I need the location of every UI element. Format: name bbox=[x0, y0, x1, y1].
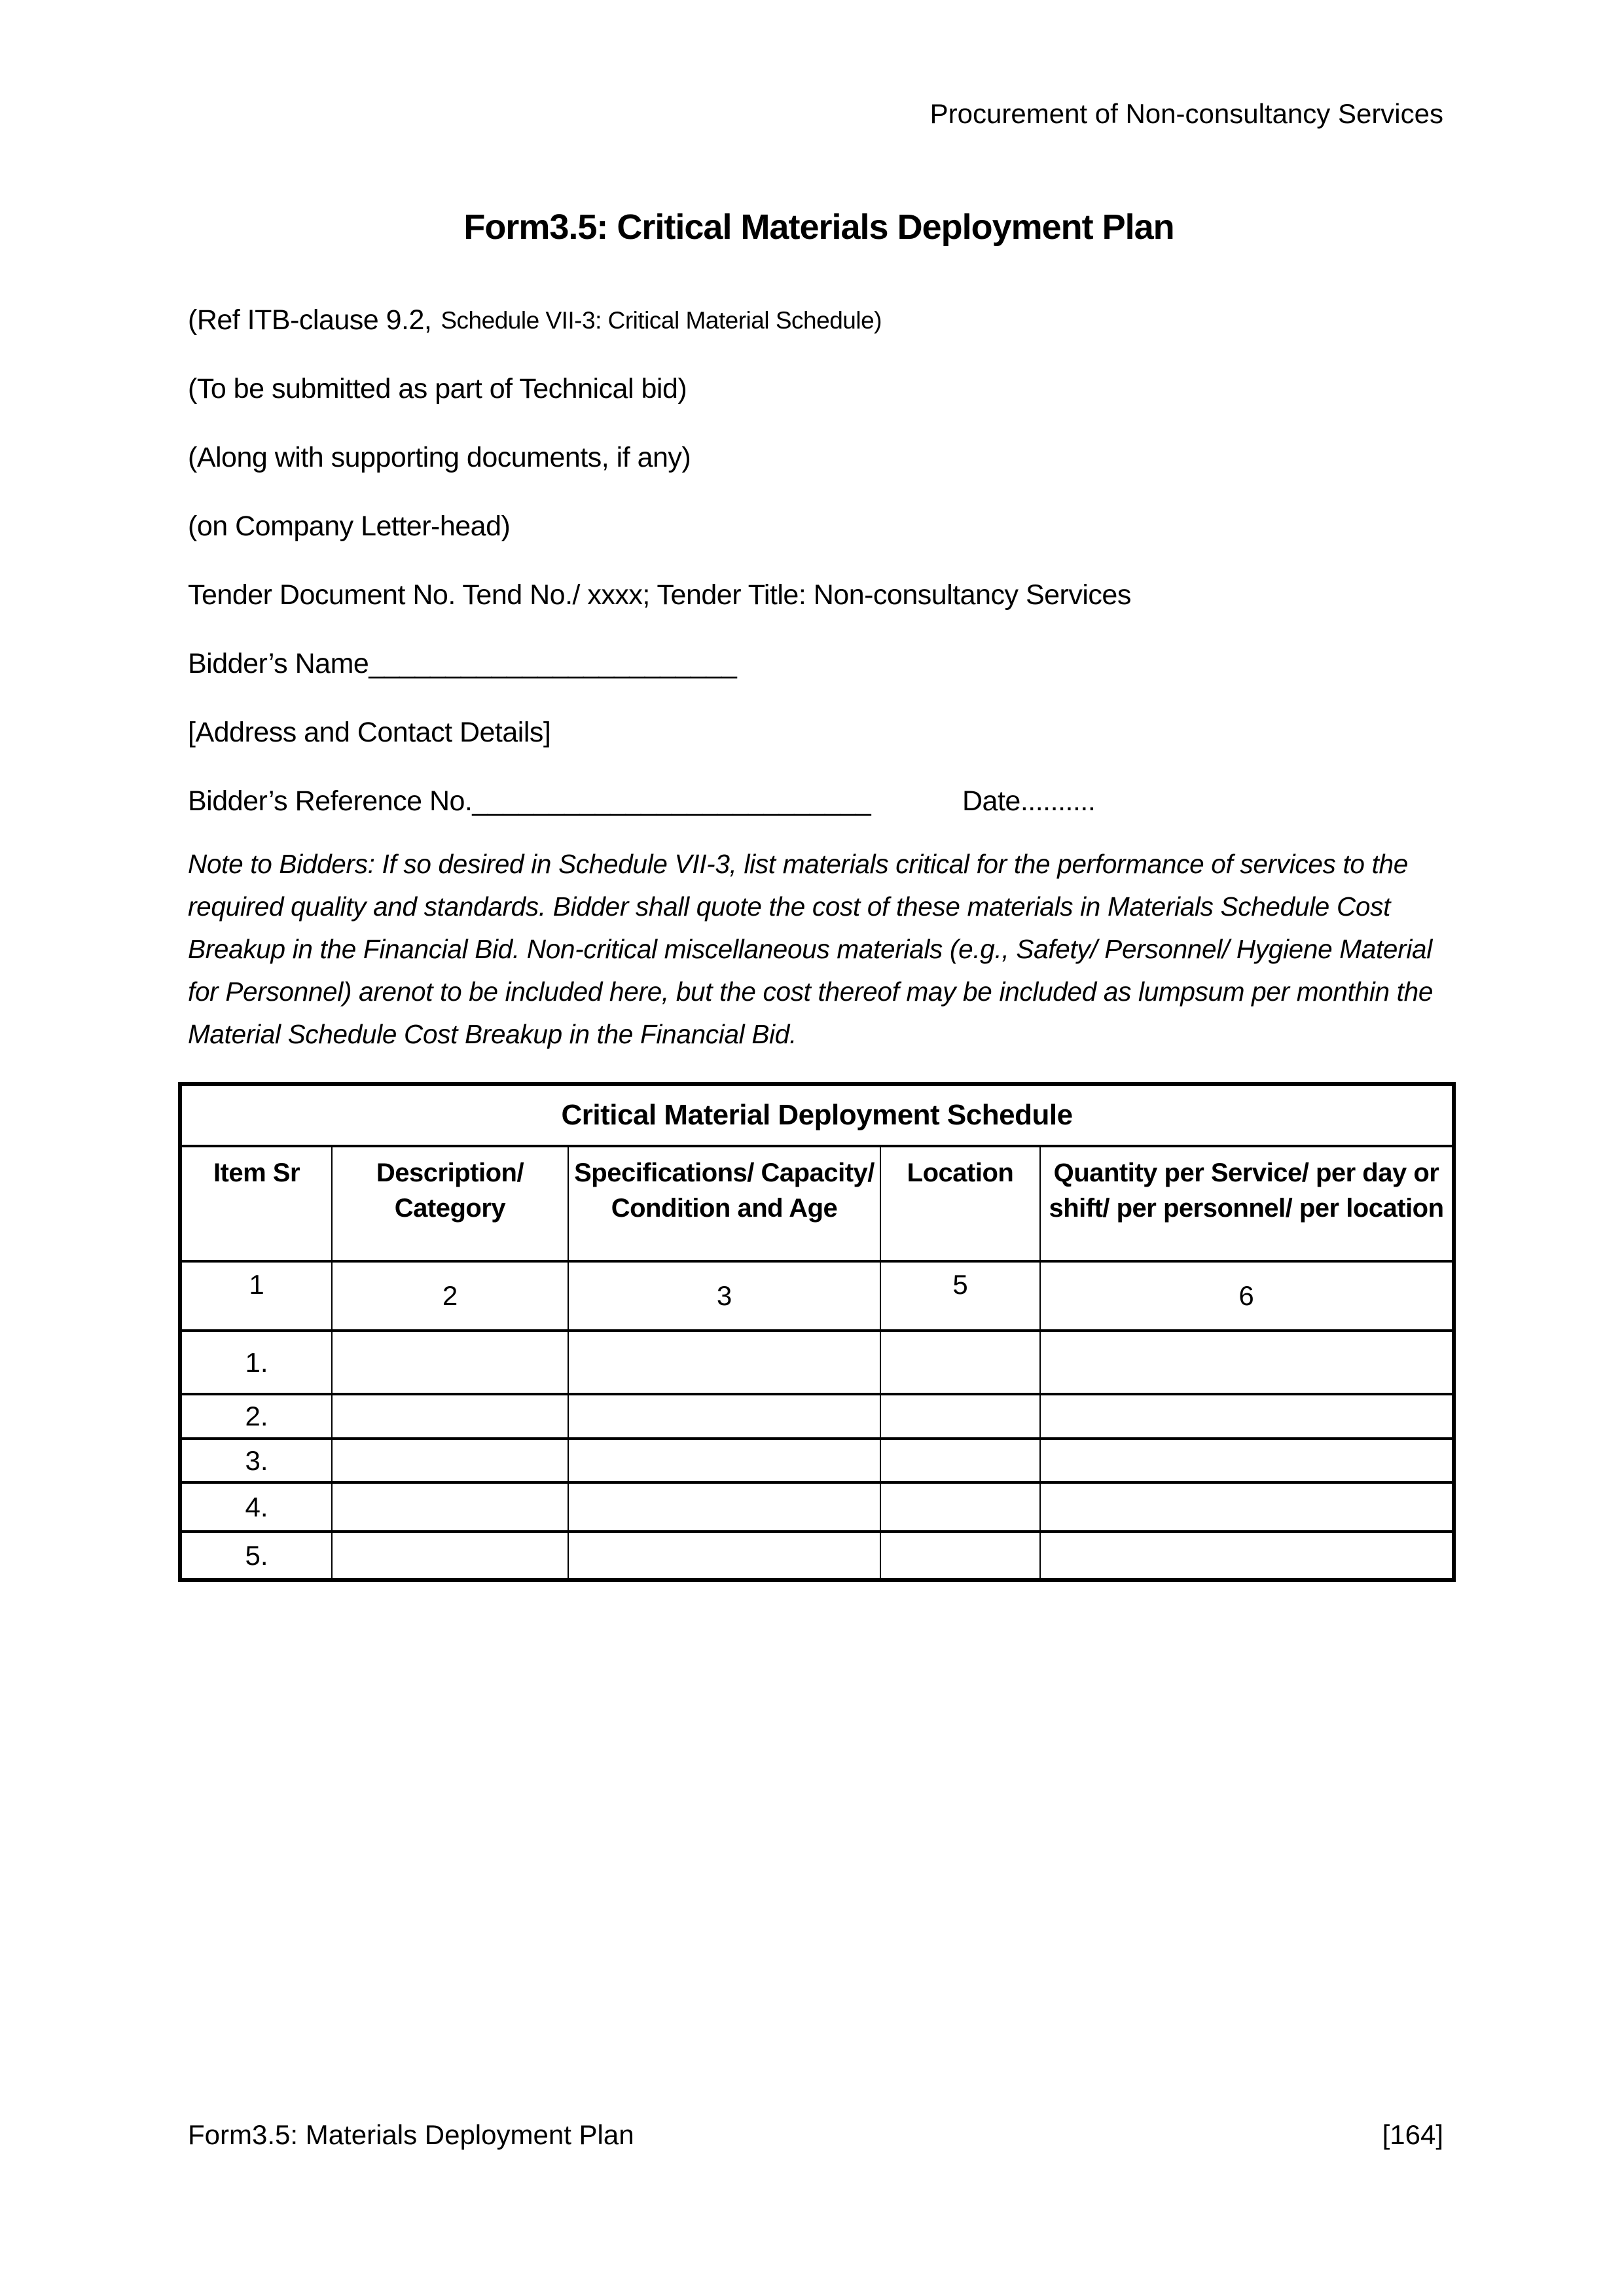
table-cell bbox=[568, 1394, 880, 1439]
table-cell bbox=[880, 1532, 1040, 1580]
intro-line-letterhead: (on Company Letter-head) bbox=[188, 511, 511, 542]
table-cell bbox=[332, 1394, 568, 1439]
column-number: 1 bbox=[180, 1261, 332, 1331]
document-header: Procurement of Non-consultancy Services bbox=[929, 98, 1443, 129]
col-header-specifications: Specifications/ Capacity/ Condition and Age bbox=[568, 1146, 880, 1261]
table-row bbox=[180, 1439, 1454, 1482]
page-footer bbox=[188, 2119, 1443, 2151]
table-cell bbox=[332, 1331, 568, 1394]
col-header-location: Location bbox=[880, 1146, 1040, 1261]
column-number: 2 bbox=[332, 1261, 568, 1331]
table-row bbox=[180, 1532, 1454, 1580]
table-cell bbox=[1040, 1482, 1454, 1532]
table-cell bbox=[568, 1439, 880, 1482]
table-cell bbox=[568, 1331, 880, 1394]
column-number: 3 bbox=[568, 1261, 880, 1331]
table-cell bbox=[1040, 1532, 1454, 1580]
table-header-row bbox=[180, 1146, 1454, 1261]
intro-line-reference bbox=[188, 767, 1450, 836]
intro-block bbox=[188, 286, 1450, 836]
row-serial: 2. bbox=[180, 1394, 332, 1439]
table-title-row bbox=[180, 1084, 1454, 1146]
table-cell bbox=[1040, 1439, 1454, 1482]
table-row bbox=[180, 1394, 1454, 1439]
page-number: [164] bbox=[1382, 2119, 1443, 2150]
col-header-quantity: Quantity per Service/ per day or shift/ per personnel/ per location bbox=[1040, 1146, 1454, 1261]
intro-line-ref bbox=[188, 286, 1450, 355]
table-cell bbox=[332, 1439, 568, 1482]
table-cell bbox=[1040, 1394, 1454, 1439]
reference-no-text: Bidder’s Reference No.__________________________ bbox=[188, 785, 871, 817]
note-to-bidders: Note to Bidders: If so desired in Schedule VII-3, list materials critical for the performance of services to the required quality and standards. Bidder shall quote the cost of these materials in Materials Schedule Cost Breakup in the Financial Bid. Non-critical miscellaneous materials (e.g., Safety/ Personnel/ Hygiene Material for Personnel) arenot to be included here, but the cost thereof may be included as lumpsum per monthin the Material Schedule Cost Breakup in the Financial Bid. bbox=[188, 849, 1434, 1049]
table-cell bbox=[1040, 1331, 1454, 1394]
table-cell bbox=[332, 1532, 568, 1580]
ref-clause-text: (Ref ITB-clause 9.2, bbox=[188, 304, 432, 336]
ref-schedule-text: Schedule VII-3: Critical Material Schedule) bbox=[441, 306, 882, 334]
intro-line-submitted: (To be submitted as part of Technical bid) bbox=[188, 373, 687, 404]
table-cell bbox=[332, 1482, 568, 1532]
intro-line-tender: Tender Document No. Tend No./ xxxx; Tender Title: Non-consultancy Services bbox=[188, 579, 1131, 611]
table-cell bbox=[880, 1482, 1040, 1532]
intro-line-supporting: (Along with supporting documents, if any) bbox=[188, 442, 691, 473]
row-serial: 1. bbox=[180, 1331, 332, 1394]
intro-line-bidder-name: Bidder’s Name________________________ bbox=[188, 648, 737, 679]
row-serial: 4. bbox=[180, 1482, 332, 1532]
column-number-row bbox=[180, 1261, 1454, 1331]
table-row bbox=[180, 1331, 1454, 1394]
table-cell bbox=[880, 1439, 1040, 1482]
intro-line-address: [Address and Contact Details] bbox=[188, 717, 551, 748]
table-cell bbox=[568, 1532, 880, 1580]
date-text: Date.......... bbox=[962, 785, 1096, 817]
column-number: 6 bbox=[1040, 1261, 1454, 1331]
row-serial: 3. bbox=[180, 1439, 332, 1482]
page-title: Form3.5: Critical Materials Deployment Plan bbox=[463, 207, 1174, 247]
table-cell bbox=[880, 1394, 1040, 1439]
col-header-description: Description/ Category bbox=[332, 1146, 568, 1261]
footer-form-name: Form3.5: Materials Deployment Plan bbox=[188, 2119, 634, 2150]
col-header-item-sr: Item Sr bbox=[180, 1146, 332, 1261]
row-serial: 5. bbox=[180, 1532, 332, 1580]
table-cell bbox=[880, 1331, 1040, 1394]
table-title: Critical Material Deployment Schedule bbox=[180, 1084, 1454, 1146]
table-cell bbox=[568, 1482, 880, 1532]
schedule-table bbox=[178, 1082, 1456, 1582]
column-number: 5 bbox=[880, 1261, 1040, 1331]
table-row bbox=[180, 1482, 1454, 1532]
